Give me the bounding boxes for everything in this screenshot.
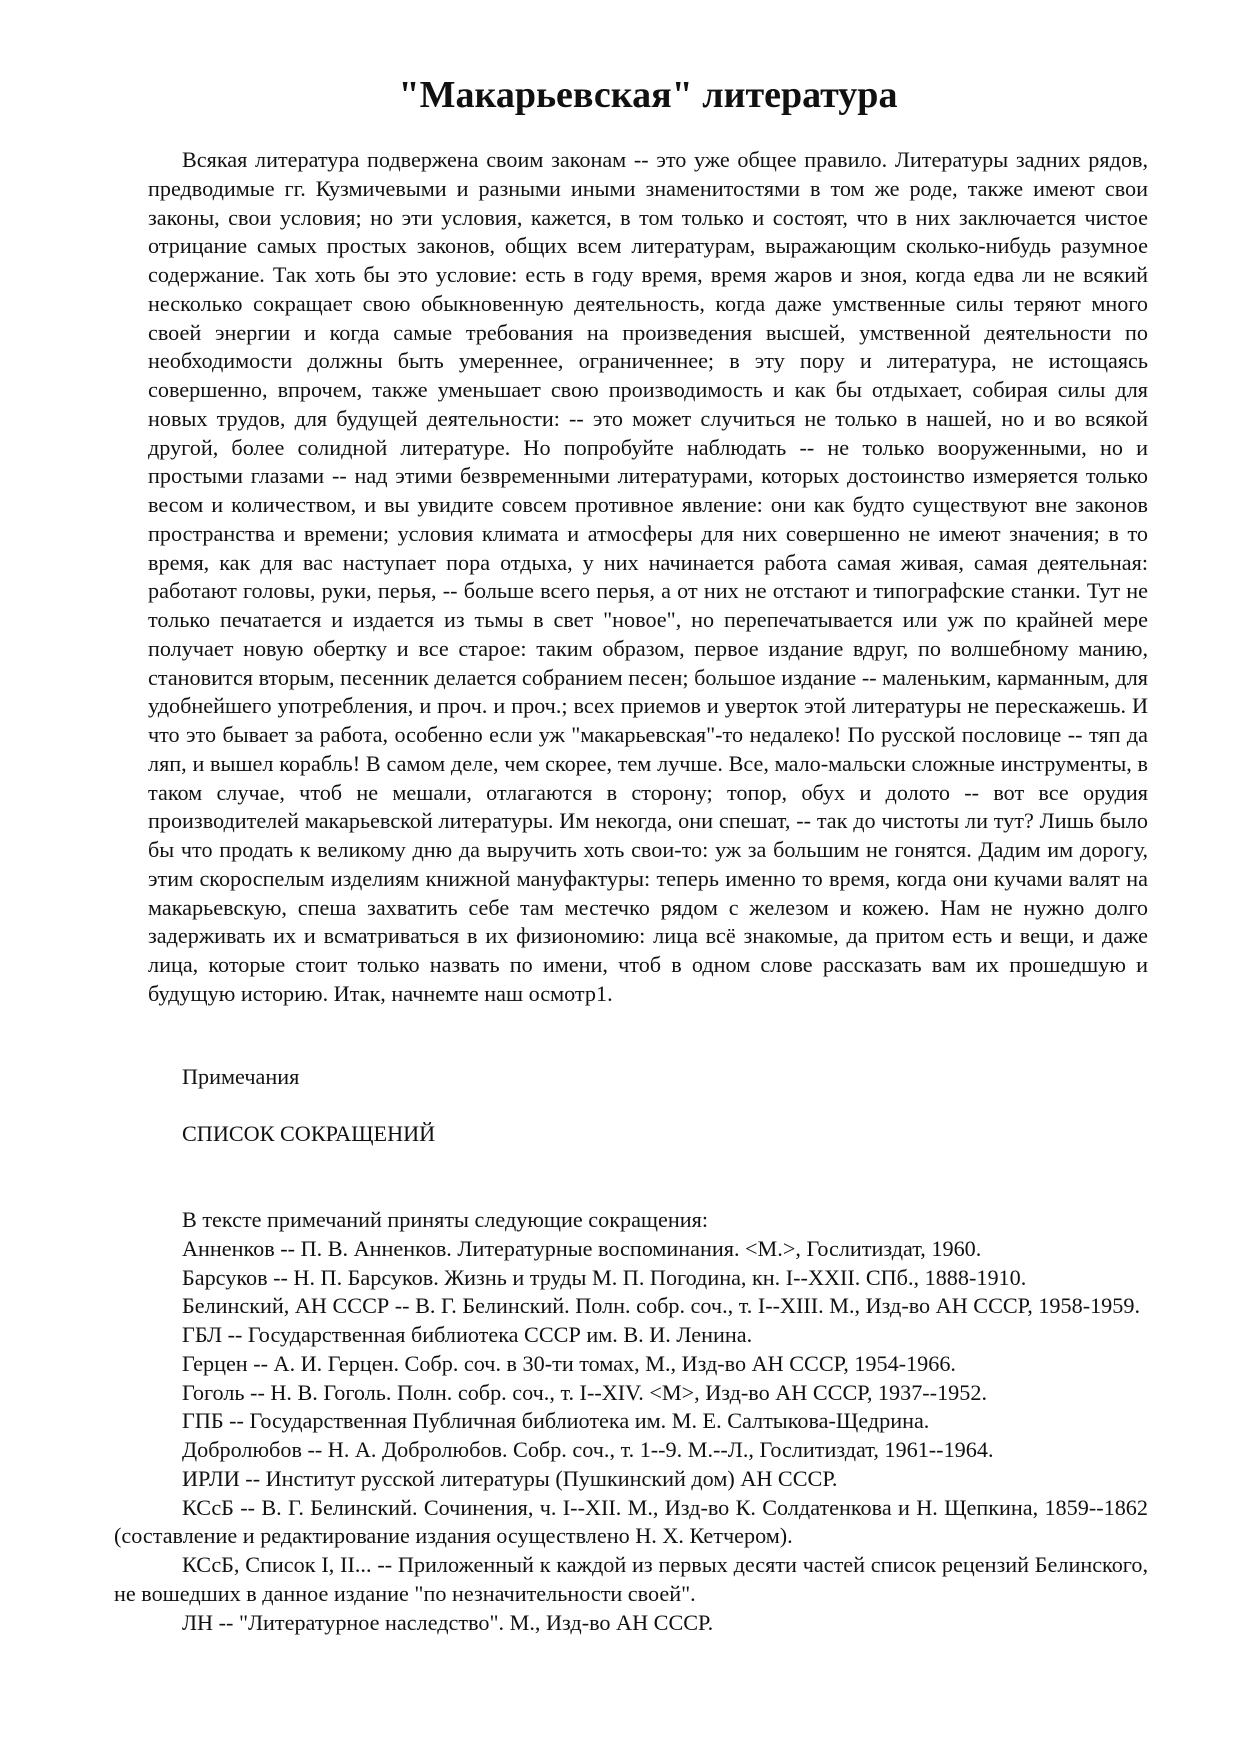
abbreviations-list [114, 1206, 1148, 1637]
abbreviation-item: КСсБ -- В. Г. Белинский. Сочинения, ч. I--XII. М., Изд-во К. Солдатенкова и Н. Щепкина, 1859--1862 (составление и редактирование издания осуществлено Н. Х. Кетчером). [114, 1494, 1148, 1549]
body-paragraph: Всякая литература подвержена своим законам -- это уже общее правило. Литературы задних рядов, предводимые гг. Кузмичевыми и разными иными знаменитостями в том же роде, также имеют свои законы, свои условия; но эти условия, кажется, в том только и состоят, что в них заключается чистое отрицание самых простых законов, общих всем литературам, выражающим сколько-нибудь разумное содержание. Так хоть бы это условие: есть в году время, время жаров и зноя, когда едва ли не всякий несколько сокращает свою обыкновенную деятельность, когда даже умственные силы теряют много своей энергии и когда самые требования на произведения высшей, умственной деятельности по необходимости должны быть умереннее, ограниченнее; в эту пору и литература, не истощаясь совершенно, впрочем, также уменьшает свою производимость и как бы отдыхает, собирая силы для новых трудов, для будущей деятельности: -- это может случиться не только в нашей, но и во всякой другой, более солидной литературе. Но попробуйте наблюдать -- не только вооруженными, но и простыми глазами -- над этими безвременными литературами, которых достоинство измеряется только весом и количеством, и вы увидите совсем противное явление: они как будто существуют вне законов пространства и времени; условия климата и атмосферы для них совершенно не имеют значения; в то время, как для вас наступает пора отдыха, у них начинается работа самая живая, самая деятельная: работают головы, руки, перья, -- больше всего перья, а от них не отстают и типографские станки. Тут не только печатается и издается из тьмы в свет "новое", но перепечатывается или уж по крайней мере получает новую обертку и все старое: таким образом, первое издание вдруг, по волшебному манию, становится вторым, песенник делается собранием песен; большое издание -- маленьким, карманным, для удобнейшего употребления, и проч. и проч.; всех приемов и уверток этой литературы не перескажешь. И что это бывает за работа, особенно если уж "макарьевская"-то недалеко! По русской пословице -- тяп да ляп, и вышел корабль! В самом деле, чем скорее, тем лучше. Все, мало-мальски сложные инструменты, в таком случае, чтоб не мешали, отлагаются в сторону; топор, обух и долото -- вот все орудия производителей макарьевской литературы. Им некогда, они спешат, -- так до чистоты ли тут? Лишь было бы что продать к великому дню да выручить хоть свои-то: уж за большим не гонятся. Дадим им дорогу, этим скороспелым изделиям книжной мануфактуры: теперь именно то время, когда они кучами валят на макарьевскую, спеша захватить себе там местечко рядом с железом и кожею. Нам не нужно долго задерживать их и всматриваться в их физиономию: лица всё знакомые, да притом есть и вещи, и даже лица, которые стоит только назвать по имени, чтоб в одном слове рассказать вам их прошедшую и будущую историю. Итак, начнемте наш осмотр1. [148, 147, 1148, 1006]
abbreviation-item: ГБЛ -- Государственная библиотека СССР им. В. И. Ленина. [182, 1322, 753, 1347]
notes-label: Примечания [182, 1064, 300, 1089]
abbreviation-item: Герцен -- А. И. Герцен. Собр. соч. в 30-ти томах, М., Изд-во АН СССР, 1954-1966. [182, 1350, 956, 1376]
abbreviation-item: КСсБ, Список I, II... -- Приложенный к каждой из первых десяти частей список рецензий Белинского, не вошедших в данное издание "по незначительности своей". [114, 1552, 1148, 1606]
abbreviation-item: Анненков -- П. В. Анненков. Литературные воспоминания. <М.>, Гослитиздат, 1960. [182, 1235, 982, 1261]
abbreviation-item: ИРЛИ -- Институт русской литературы (Пушкинский дом) АН СССР. [182, 1465, 838, 1491]
abbreviation-item: Белинский, АН СССР -- В. Г. Белинский. Полн. собр. соч., т. I--XIII. М., Изд-во АН СССР, 1958-1959. [182, 1293, 1141, 1319]
abbreviation-item: ГПБ -- Государственная Публичная библиотека им. М. Е. Салтыкова-Щедрина. [182, 1408, 930, 1434]
abbreviations-heading: СПИСОК СОКРАЩЕНИЙ [182, 1121, 436, 1146]
page-title: "Макарьевская" литература [398, 74, 898, 116]
abbreviation-item: Гоголь -- Н. В. Гоголь. Полн. собр. соч., т. I--XIV. <М>, Изд-во АН СССР, 1937--1952. [182, 1379, 987, 1405]
abbreviations-intro: В тексте примечаний приняты следующие сокращения: [182, 1207, 708, 1232]
abbreviation-item: ЛН -- "Литературное наследство". М., Изд-во АН СССР. [182, 1609, 714, 1635]
abbreviation-item: Барсуков -- Н. П. Барсуков. Жизнь и труды М. П. Погодина, кн. I--XXII. СПб., 1888-1910. [182, 1264, 1027, 1290]
abbreviation-item: Добролюбов -- Н. А. Добролюбов. Собр. соч., т. 1--9. М.--Л., Гослитиздат, 1961--1964. [182, 1437, 994, 1462]
